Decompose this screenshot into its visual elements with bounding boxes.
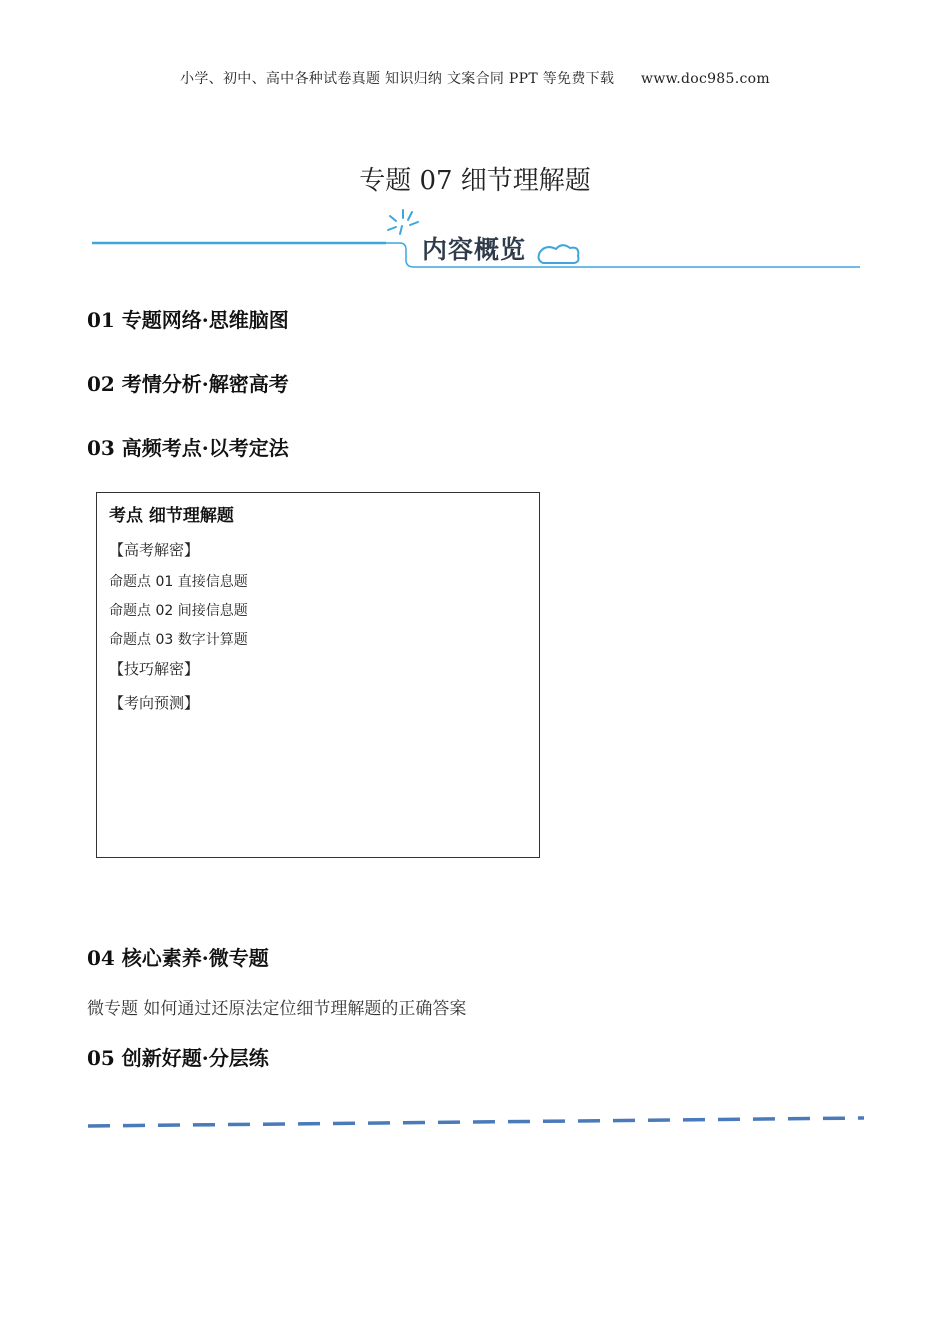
page-title: 专题 07 细节理解题 [359,166,591,196]
banner-label: 内容概览 [422,235,527,264]
micro-topic-text: 微专题 如何通过还原法定位细节理解题的正确答案 [87,999,467,1019]
section-innovative-practice: 05 创新好题·分层练 [87,1046,269,1070]
box-item-exam-decode: 【高考解密】 [109,541,200,559]
box-title: 考点 细节理解题 [109,506,234,526]
box-item-skill-decode: 【技巧解密】 [109,660,200,678]
section-mind-map: 01 专题网络·思维脑图 [87,308,289,332]
box-item-point-03: 命题点 03 数字计算题 [109,632,248,648]
content-overview-banner [88,200,860,280]
page-header [0,68,950,88]
section-exam-analysis: 02 考情分析·解密高考 [87,372,289,396]
header-site-link[interactable]: www.doc985.com [641,71,770,87]
hat-icon [539,245,579,263]
exam-point-box [96,492,540,858]
box-item-forecast: 【考向预测】 [109,694,200,712]
box-item-point-01: 命题点 01 直接信息题 [109,574,248,590]
dashed-divider [86,1112,868,1132]
sparkle-icon [388,210,418,234]
section-core-literacy: 04 核心素养·微专题 [87,946,269,970]
header-text: 小学、初中、高中各种试卷真题 知识归纳 文案合同 PPT 等免费下载 [180,71,615,87]
section-frequent-points: 03 高频考点·以考定法 [87,436,289,460]
box-item-point-02: 命题点 02 间接信息题 [109,603,248,619]
